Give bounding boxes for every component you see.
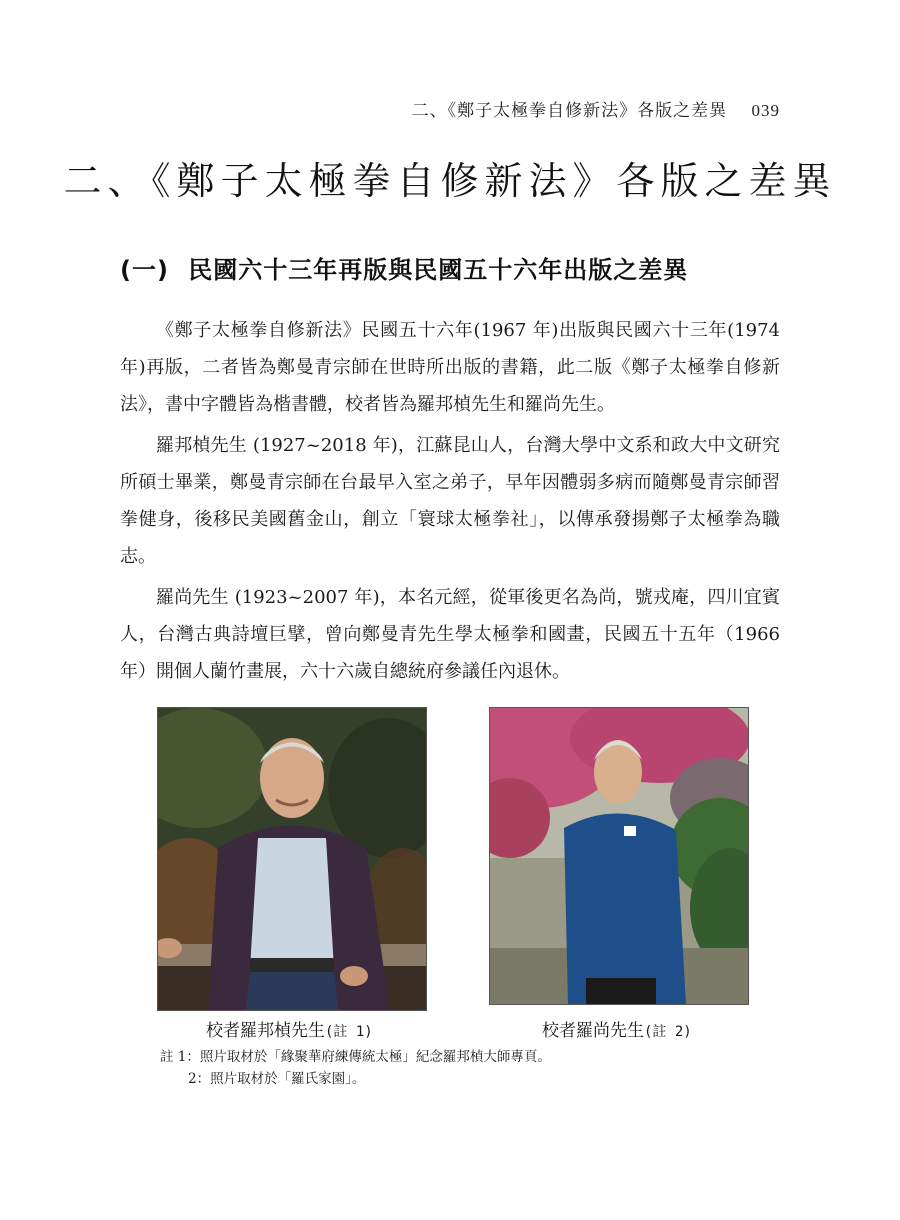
photo-luo-shang: [489, 707, 749, 1005]
photo-luo-bangzhen: [157, 707, 427, 1011]
page-number: 039: [751, 101, 780, 120]
footnotes: [160, 1046, 551, 1090]
footnote-1: 註 1：照片取材於「緣聚華府練傳統太極」紀念羅邦楨大師專頁。: [160, 1049, 551, 1065]
running-title: 二、《鄭子太極拳自修新法》各版之差異: [411, 101, 728, 121]
caption-text: 校者羅邦楨先生: [206, 1021, 325, 1041]
footnote-ref: (註 2): [644, 1024, 692, 1040]
footnote-ref: (註 1): [325, 1024, 373, 1040]
photo-luo-bangzhen-image: [158, 708, 426, 1010]
paragraph-3: 羅尚先生 (1923~2007 年)，本名元經，從軍後更名為尚，號戎庵，四川宜賓人，台灣古典詩壇巨擘，曾向鄭曼青先生學太極拳和國畫，民國五十五年（1966 年）開個人蘭竹畫展，六十六歲自總統府參議任內退休。: [120, 587, 780, 682]
section-heading-text: 民國六十三年再版與民國五十六年出版之差異: [188, 256, 689, 284]
photo-caption-1: [206, 1016, 373, 1041]
paragraph-2: 羅邦楨先生 (1927~2018 年)，江蘇昆山人，台灣大學中文系和政大中文研究所碩士畢業，鄭曼青宗師在台最早入室之弟子，早年因體弱多病而隨鄭曼青宗師習拳健身，後移民美國舊金山，創立「寰球太極拳社」，以傳承發揚鄭子太極拳為職志。: [120, 435, 780, 567]
photo-caption-2: [542, 1016, 692, 1041]
photo-luo-shang-image: [490, 708, 748, 1004]
paragraph-1: 《鄭子太極拳自修新法》民國五十六年(1967 年)出版與民國六十三年(1974 年)再版，二者皆為鄭曼青宗師在世時所出版的書籍，此二版《鄭子太極拳自修新法》，書中字體皆為楷書體，校者皆為羅邦楨先生和羅尚先生。: [120, 320, 780, 415]
footnote-2: 2：照片取材於「羅氏家園」。: [188, 1071, 366, 1087]
section-number: (一): [120, 256, 169, 284]
running-header: [412, 96, 780, 121]
section-heading: [120, 250, 688, 285]
body-text: [120, 312, 780, 690]
chapter-title: 二、《鄭子太極拳自修新法》各版之差異: [63, 159, 837, 203]
caption-text: 校者羅尚先生: [542, 1021, 644, 1041]
